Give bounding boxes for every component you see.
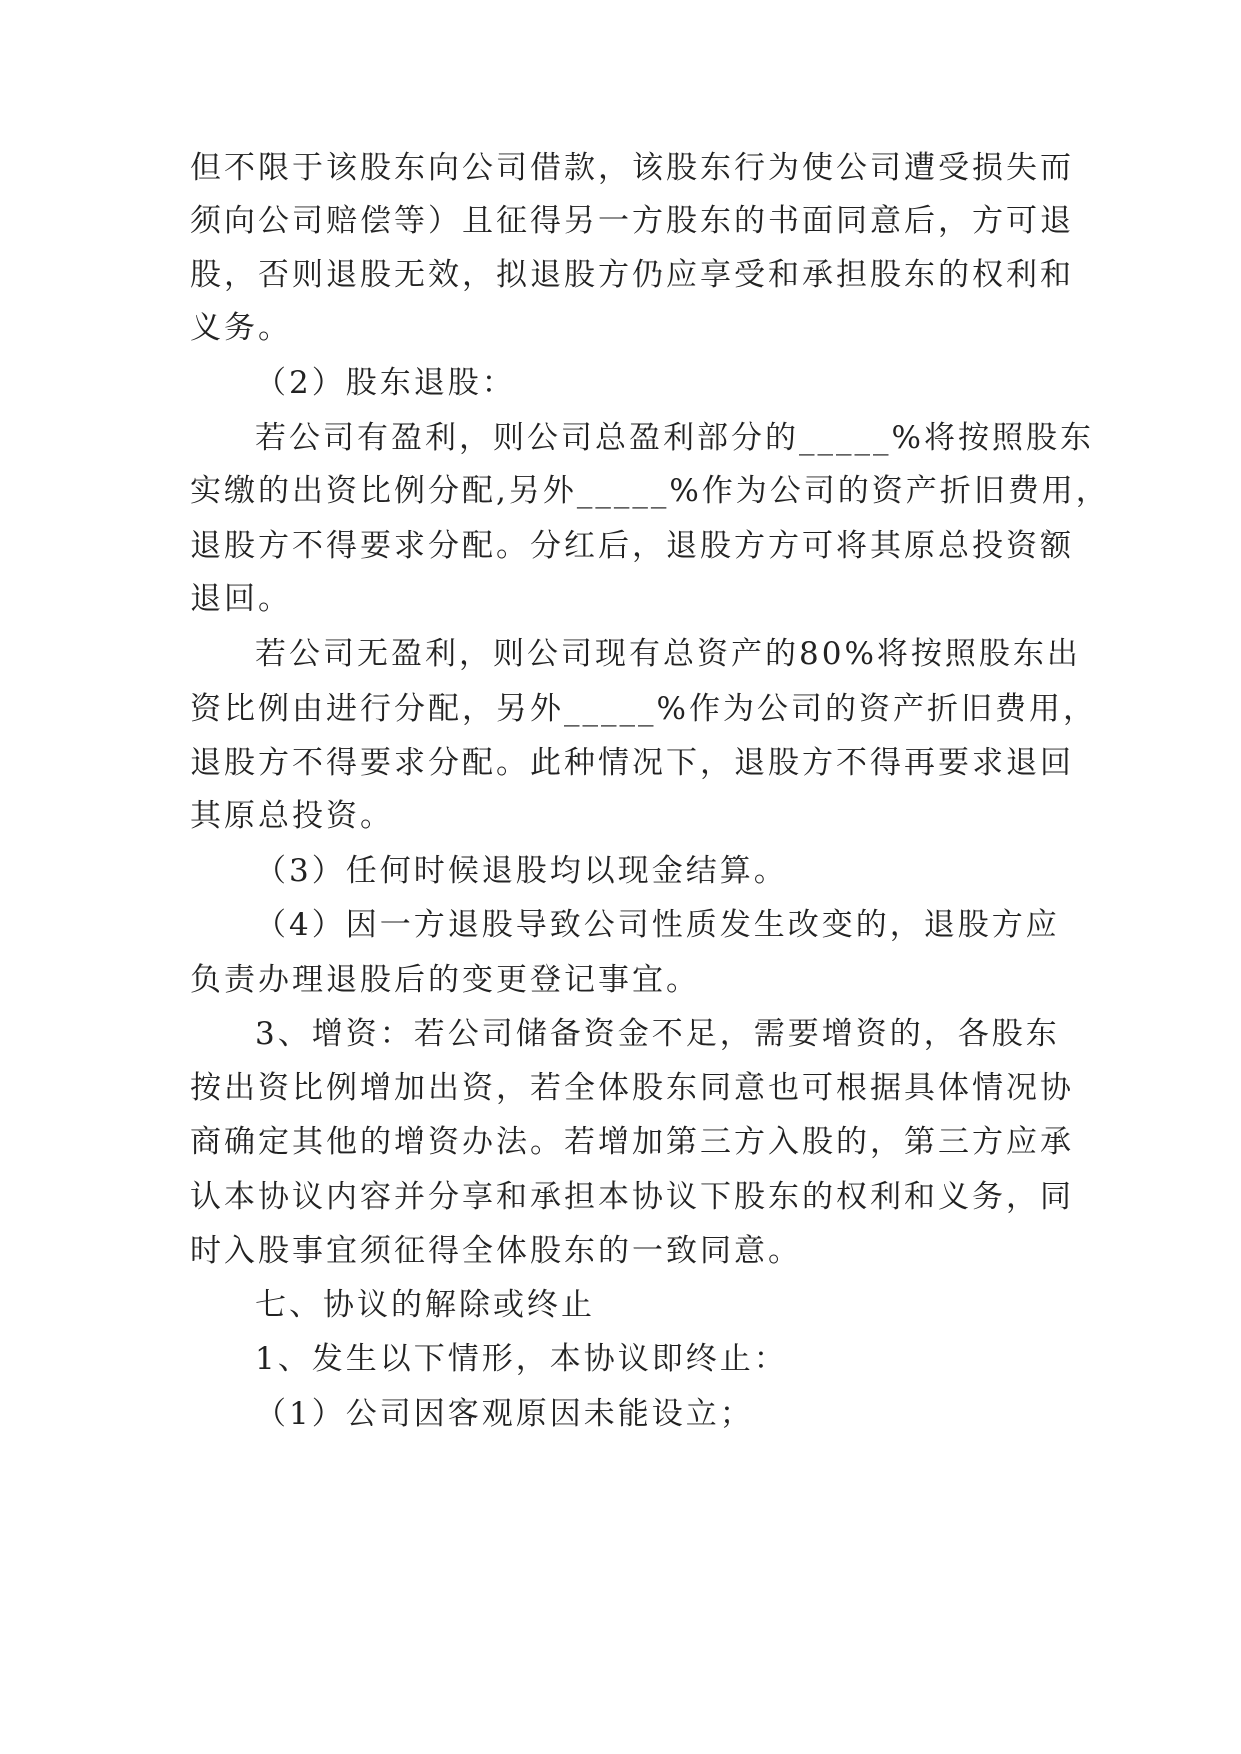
text-line: （4）因一方退股导致公司性质发生改变的，退股方应 — [255, 907, 1060, 943]
text-line: 其原总投资。 — [190, 798, 394, 834]
text-line: 义务。 — [190, 310, 292, 346]
text-line: 商确定其他的增资办法。若增加第三方入股的，第三方应承 — [190, 1124, 1074, 1160]
text-line: 退回。 — [190, 581, 292, 617]
text-line: （2）股东退股： — [255, 365, 516, 401]
text-line: 但不限于该股东向公司借款，该股东行为使公司遭受损失而 — [190, 150, 1074, 186]
text-line: 资比例由进行分配，另外_____%作为公司的资产折旧费用， — [190, 691, 1097, 727]
text-line: 3、增资：若公司储备资金不足，需要增资的，各股东 — [255, 1016, 1060, 1052]
text-line: 负责办理退股后的变更登记事宜。 — [190, 962, 700, 998]
text-line: 退股方不得要求分配。分红后，退股方方可将其原总投资额 — [190, 528, 1074, 564]
text-line: （1）公司因客观原因未能设立； — [255, 1396, 754, 1432]
text-line: 实缴的出资比例分配,另外_____%作为公司的资产折旧费用， — [190, 473, 1110, 509]
text-line: 若公司无盈利，则公司现有总资产的80%将按照股东出 — [255, 636, 1081, 672]
text-line: 认本协议内容并分享和承担本协议下股东的权利和义务，同 — [190, 1179, 1074, 1215]
text-line: 股，否则退股无效，拟退股方仍应享受和承担股东的权利和 — [190, 257, 1074, 293]
text-line: 按出资比例增加出资，若全体股东同意也可根据具体情况协 — [190, 1070, 1074, 1106]
text-line: 退股方不得要求分配。此种情况下，退股方不得再要求退回 — [190, 745, 1074, 781]
text-line: 须向公司赔偿等）且征得另一方股东的书面同意后，方可退 — [190, 203, 1074, 239]
section-heading: 七、协议的解除或终止 — [255, 1287, 595, 1323]
text-line: 1、发生以下情形，本协议即终止： — [255, 1341, 788, 1377]
text-line: （3）任何时候退股均以现金结算。 — [255, 853, 788, 889]
text-line: 若公司有盈利，则公司总盈利部分的_____%将按照股东 — [255, 420, 1094, 456]
text-line: 时入股事宜须征得全体股东的一致同意。 — [190, 1233, 802, 1269]
